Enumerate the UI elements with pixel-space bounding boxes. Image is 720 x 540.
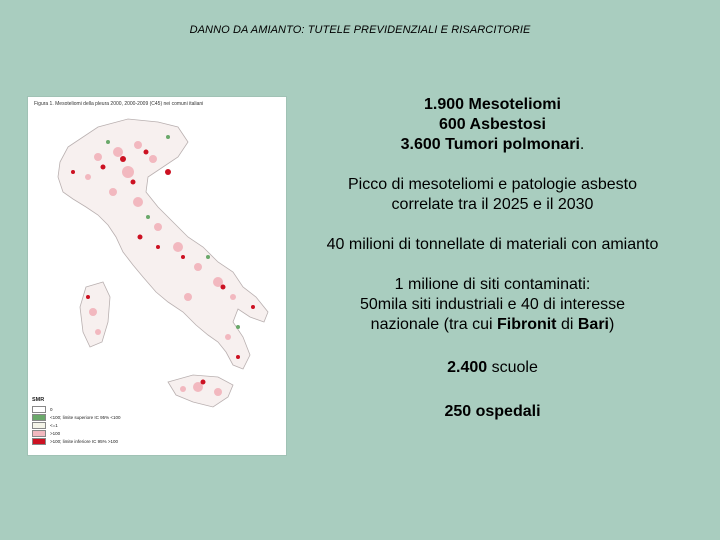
legend-label: <=1 [50, 422, 58, 428]
peak-line-1: Picco di mesoteliomi e patologie asbesto [347, 176, 638, 193]
schools-block [300, 358, 685, 378]
sites-line-3e: ) [608, 316, 615, 333]
tons-line: 40 milioni di tonnellate di materiali con amianto [326, 236, 659, 253]
legend-title: SMR [32, 397, 45, 403]
sites-line-3c: di [556, 316, 578, 333]
facts-column [300, 95, 685, 422]
legend-item [32, 429, 121, 437]
legend-swatch [32, 414, 46, 421]
legend-label: >100; limite inferiore IC 95% >100 [50, 438, 119, 444]
legend-item [32, 421, 121, 429]
italy-mesothelioma-map [28, 97, 286, 455]
slide-title: DANNO DA AMIANTO: TUTELE PREVIDENZIALI E RISARCITORIE [189, 24, 531, 36]
stat-asbestosis: 600 Asbestosi [438, 116, 546, 133]
legend-swatch [32, 406, 46, 413]
sites-line-1: 1 milione di siti contaminati: [394, 276, 591, 293]
sites-line-3a: nazionale (tra cui [370, 316, 497, 333]
legend-label: <100; limite superiore IC 95% <100 [50, 414, 121, 420]
stat-lung-tumors-period: . [579, 136, 585, 153]
legend-swatch [32, 422, 46, 429]
peak-block [300, 175, 685, 215]
stats-block [300, 95, 685, 155]
legend-swatch [32, 430, 46, 437]
legend-swatch [32, 438, 46, 445]
tons-block [300, 235, 685, 255]
legend-item [32, 437, 121, 445]
sites-bari: Bari [577, 316, 609, 333]
stat-mesothelioma: 1.900 Mesoteliomi [424, 96, 561, 113]
peak-line-2: correlate tra il 2025 e il 2030 [391, 196, 594, 213]
map-caption: Figura 1. Mesoteliomi della pleura 2000, 2000-2009 (C45) nei comuni italiani [34, 101, 204, 107]
legend-item [32, 405, 121, 413]
legend-label: >100 [50, 430, 61, 436]
sites-line-2: 50mila siti industriali e 40 di interesse [359, 296, 625, 313]
sites-fibronit: Fibronit [496, 316, 557, 333]
hospitals-line: 250 ospedali [444, 403, 541, 420]
hospitals-block [300, 402, 685, 422]
legend-label: 0 [50, 406, 53, 412]
stat-lung-tumors: 3.600 Tumori polmonari [400, 136, 580, 153]
schools-count: 2.400 [447, 359, 488, 376]
legend-item [32, 413, 121, 421]
map-legend [32, 397, 121, 445]
schools-label: scuole [487, 359, 538, 376]
sites-block [300, 275, 685, 335]
